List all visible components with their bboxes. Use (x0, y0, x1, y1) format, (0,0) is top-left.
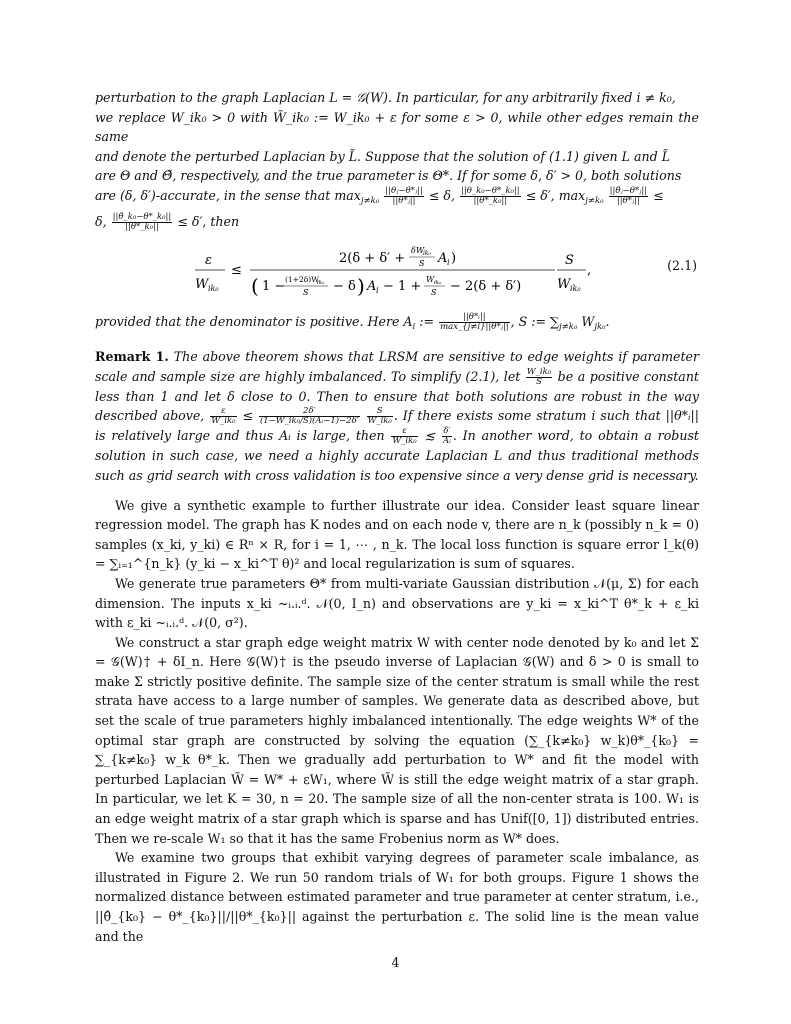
remark-line-3: less than 1 and let δ close to 0. Then to ensure that both solutions are robust in the way (95, 388, 699, 404)
fraction-theta-tilde-j: $\frac{\text{||θ̃ⱼ−θ*ⱼ||}}{\text{||θ*ⱼ||}}$ (609, 185, 648, 206)
theorem-line-6b: ≤ δ′, then (177, 213, 240, 229)
svg-text:S: S (565, 252, 574, 268)
theorem-line-1: perturbation to the graph Laplacian L = 𝒢(W). In particular, for any arbitrarily fixed i ≠ k₀, (95, 90, 676, 105)
fraction-2delta: $\frac{2\delta'}{\text{(1−W\_ik₀/S)(Aᵢ−1)−2δ′}}$ (259, 406, 359, 427)
svg-text:A: A (438, 250, 448, 266)
fraction-eps-w: $\frac{\varepsilon}{\text{W\_ik₀}}$ (211, 406, 236, 427)
svg-text:ik₀: ik₀ (423, 249, 431, 257)
remark-line-6: solution in such case, we need a highly accurate Laplacian L and thus traditional methods (95, 448, 699, 464)
fraction-eps-w-2: $\frac{\varepsilon}{\text{W\_ik₀}}$ (392, 426, 417, 447)
svg-text:(: ( (251, 273, 259, 298)
svg-text:δW: δW (411, 245, 425, 255)
svg-text:ik₀: ik₀ (208, 283, 219, 293)
svg-text:ik₀: ik₀ (317, 279, 325, 286)
theorem-line-5d: ≤ (653, 187, 664, 203)
theorem-line-4: are Θ and Θ̃, respectively, and the true parameter is Θ*. If for some δ, δ′ > 0, both solutions (95, 168, 682, 184)
denominator-note: provided that the denominator is positive. Here $A_i$ := $\frac{\text{||θ*ᵢ||}}{\text{max\_\{j≠i\}||θ*ⱼ||}}$ , S := $\sum_{j\ne k_0}$ $W_{jk_0}$. (95, 311, 610, 332)
remark-line-2a: scale and sample size are highly imbalanced. To simplify (2.1), let (95, 368, 521, 384)
fraction-theta-k0: $\frac{\text{||θ\_k₀−θ*\_k₀||}}{\text{||θ*\_k₀||}}$ (460, 185, 520, 206)
body-paragraph-1: We give a synthetic example to further illustrate our idea. Consider least square linear regression model. The graph has K nodes and on each node v, there are n_k (possibly n_k = 0) samples (x_ki, y_ki) ∈ Rⁿ × R, for i = 1, ⋯ , n_k. The local loss function is square error l_k(θ) = ∑ᵢ₌₁^{n_k} (y_ki − x_ki^T θ)² and local regularization is sum of squares. (95, 497, 699, 572)
fraction-s-w: $\frac{S}{\text{W\_ik₀}}$ (367, 406, 392, 427)
svg-text:i: i (376, 285, 379, 295)
theorem-line-5a: are (δ, δ′)-accurate, in the sense that max (95, 187, 361, 203)
svg-text:1 −: 1 − (262, 278, 286, 294)
svg-text:W: W (557, 276, 571, 292)
svg-text:,: , (587, 262, 592, 278)
theorem-line-6a: δ, (95, 213, 107, 229)
svg-text:2(δ + δ′ +: 2(δ + δ′ + (339, 250, 406, 266)
remark-line-4b: . If there exists some stratum i such that ||θ*ᵢ|| (393, 408, 699, 424)
svg-text:(1+2δ)W: (1+2δ)W (285, 274, 319, 284)
svg-text:W: W (426, 274, 435, 284)
body-paragraph-4: We examine two groups that exhibit varying degrees of parameter scale imbalance, as illustrated in Figure 2. We run 50 random trials of W₁ for both groups. Figure 1 shows the normalized distance between estimated parameter and true parameter at center stratum, i.e., ||θ̂_{k₀} − θ*_{k₀}||/||θ*_{k₀}|| against the perturbation ε. The solid line is the mean value and the (95, 850, 699, 944)
note-text-d: . (605, 313, 610, 329)
equation-number: (2.1) (667, 257, 697, 273)
svg-text:): ) (451, 250, 457, 266)
svg-text:ik₀: ik₀ (434, 279, 442, 286)
spacer (95, 486, 699, 496)
remark-1: Remark 1. The above theorem shows that LRSM are sensitive to edge weights if parameter scale and sample size are highly imbalanced. To simplify (2.1), let $\frac{\text{W\_ik₀}}{S}$ be a positive constant less than 1 and let δ close to 0. Then to ensure that both solutions are robust in the way described above, $\frac{\varepsilon}{\text{W\_ik₀}}$ ≤ $\frac{2\delta'}{\text{(1−W\_ik₀/S)(Aᵢ−1)−2δ′}}$ $\frac{S}{\text{W\_ik₀}}$ . If there exists some stratum i such that ||θ*ᵢ|| is relatively large and thus Aᵢ is large, then $\frac{\varepsilon}{\text{W\_ik₀}}$ ≲ $\frac{\delta'}{\text{Aᵢ}}$ . In another word, to obtain a robust solution in such case, we need a highly accurate Laplacian L and thus traditional methods such as grid search with cross validation is too expensive since a very dense grid is necessary. (95, 349, 699, 483)
remark-line-1: The above theorem shows that LRSM are sensitive to edge weights if parameter (173, 349, 699, 365)
note-text-c: W (581, 313, 595, 329)
theorem-paragraph: perturbation to the graph Laplacian L = 𝒢(W). In particular, for any arbitrarily fixed i ≠ k₀, we replace W_ik₀ > 0 with W̃_ik₀ := W_ik₀ + ε for some ε > 0, while other edges remain the same and denote the perturbed Laplacian by L̃. Suppose that the solution of (1.1) given L and L̃ are Θ and Θ̃, respectively, and the true parameter is Θ*. If for some δ, δ′ > 0, both solutions are (δ, δ′)-accurate, in the sense that $\max_{j\ne k_0}$ $\frac{\text{||θⱼ−θ*ⱼ||}}{\text{||θ*ⱼ||}}$ ≤ δ, $\frac{\text{||θ\_k₀−θ*\_k₀||}}{\text{||θ*\_k₀||}}$ ≤ δ′, $\max_{j\ne k_0}$ $\frac{\text{||θ̃ⱼ−θ*ⱼ||}}{\text{||θ*ⱼ||}}$ ≤ δ, $\frac{\text{||θ̃\_k₀−θ*\_k₀||}}{\text{||θ*\_k₀||}}$ ≤ δ′, then (95, 90, 699, 232)
svg-text:≤: ≤ (231, 262, 242, 278)
theorem-line-3: and denote the perturbed Laplacian by L̃. Suppose that the solution of (1.1) given L and L̃ (95, 148, 671, 164)
fraction-delta-a: $\frac{\delta'}{\text{Aᵢ}}$ (442, 426, 451, 447)
note-text-a: provided that the denominator is positive. Here A (95, 313, 413, 329)
body-paragraph-3: We construct a star graph edge weight matrix W with center node denoted by k₀ and let Σ = 𝒢(W)† + δI_n. Here 𝒢(W)† is the pseudo inverse of Laplacian 𝒢(W) and δ > 0 is small to make Σ strictly positive definite. The sample size of the center stratum is small while the rest strata have access to a large number of samples. We generate data as described above, but set the scale of true parameters highly imbalanced intentionally. The edge weights W* of the optimal star graph are constructed by solving the equation (∑_{k≠k₀} w_k)θ*_{k₀} = ∑_{k≠k₀} w_k θ*_k. Then we gradually add perturbation to W* and fit the model with perturbed Laplacian W̃ = W* + εW₁, where W̃ is still the edge weight matrix of a star graph. In particular, we let K = 30, n = 20. The sample size of all the non-center strata is 100. W₁ is an edge weight matrix of a star graph which is sparse and has Unif([0, 1]) distributed entries. Then we re-scale W₁ so that it has the same Frobenius norm as W* does. (95, 634, 699, 846)
remark-line-7: such as grid search with cross validation is too expensive since a very dense grid is necessary. (95, 467, 699, 483)
remark-title: Remark 1. (95, 349, 169, 365)
svg-text:ε: ε (205, 252, 212, 268)
svg-text:S: S (431, 287, 437, 297)
svg-text:S: S (303, 287, 309, 297)
remark-line-5a: is relatively large and thus Aᵢ is large, then (95, 428, 385, 444)
svg-text:A: A (367, 278, 377, 294)
svg-text:i: i (447, 257, 450, 267)
svg-text:W: W (195, 276, 209, 292)
theorem-line-5b: ≤ δ, (428, 187, 455, 203)
svg-text:): ) (357, 273, 365, 298)
fraction-theta-tilde-k0: $\frac{\text{||θ̃\_k₀−θ*\_k₀||}}{\text{||θ*\_k₀||}}$ (112, 211, 172, 232)
equation-2-1 (95, 236, 699, 310)
theorem-line-5c: ≤ δ′, max (525, 187, 586, 203)
svg-text:− 2(δ + δ′): − 2(δ + δ′) (450, 278, 522, 294)
svg-text:− 1 +: − 1 + (383, 278, 422, 294)
remark-line-2b: be a positive constant (557, 368, 699, 384)
svg-text:S: S (419, 258, 425, 268)
fraction-w-over-s: $\frac{\text{W\_ik₀}}{S}$ (526, 366, 552, 387)
spacer (95, 337, 699, 347)
equation-graphic (95, 236, 699, 310)
note-text-b: , S := ∑ (510, 313, 560, 329)
fraction-theta-j: $\frac{\text{||θⱼ−θ*ⱼ||}}{\text{||θ*ⱼ||}}$ (385, 185, 423, 206)
fraction-a-i: $\frac{\text{||θ*ᵢ||}}{\text{max\_\{j≠i\}||θ*ⱼ||}}$ (440, 311, 509, 332)
body-paragraph-2: We generate true parameters Θ* from multi-variate Gaussian distribution 𝒩(μ, Σ) for each dimension. The inputs x_ki ~ᵢ.ᵢ.ᵈ. 𝒩(0, I_n) and observations are y_ki = x_ki^T θ*_k + ε_ki with ε_ki ~ᵢ.ᵢ.ᵈ. 𝒩(0, σ²). (95, 575, 699, 631)
svg-text:ik₀: ik₀ (570, 283, 581, 293)
remark-line-4a: described above, (95, 408, 205, 424)
remark-line-5b: . In another word, to obtain a robust (452, 428, 699, 444)
paper-body (95, 88, 699, 946)
page-number: 4 (391, 955, 400, 970)
svg-text:− δ: − δ (333, 278, 356, 294)
theorem-line-2: we replace W_ik₀ > 0 with W̃_ik₀ := W_ik₀ + ε for some ε > 0, while other edges remain the same (95, 109, 699, 145)
